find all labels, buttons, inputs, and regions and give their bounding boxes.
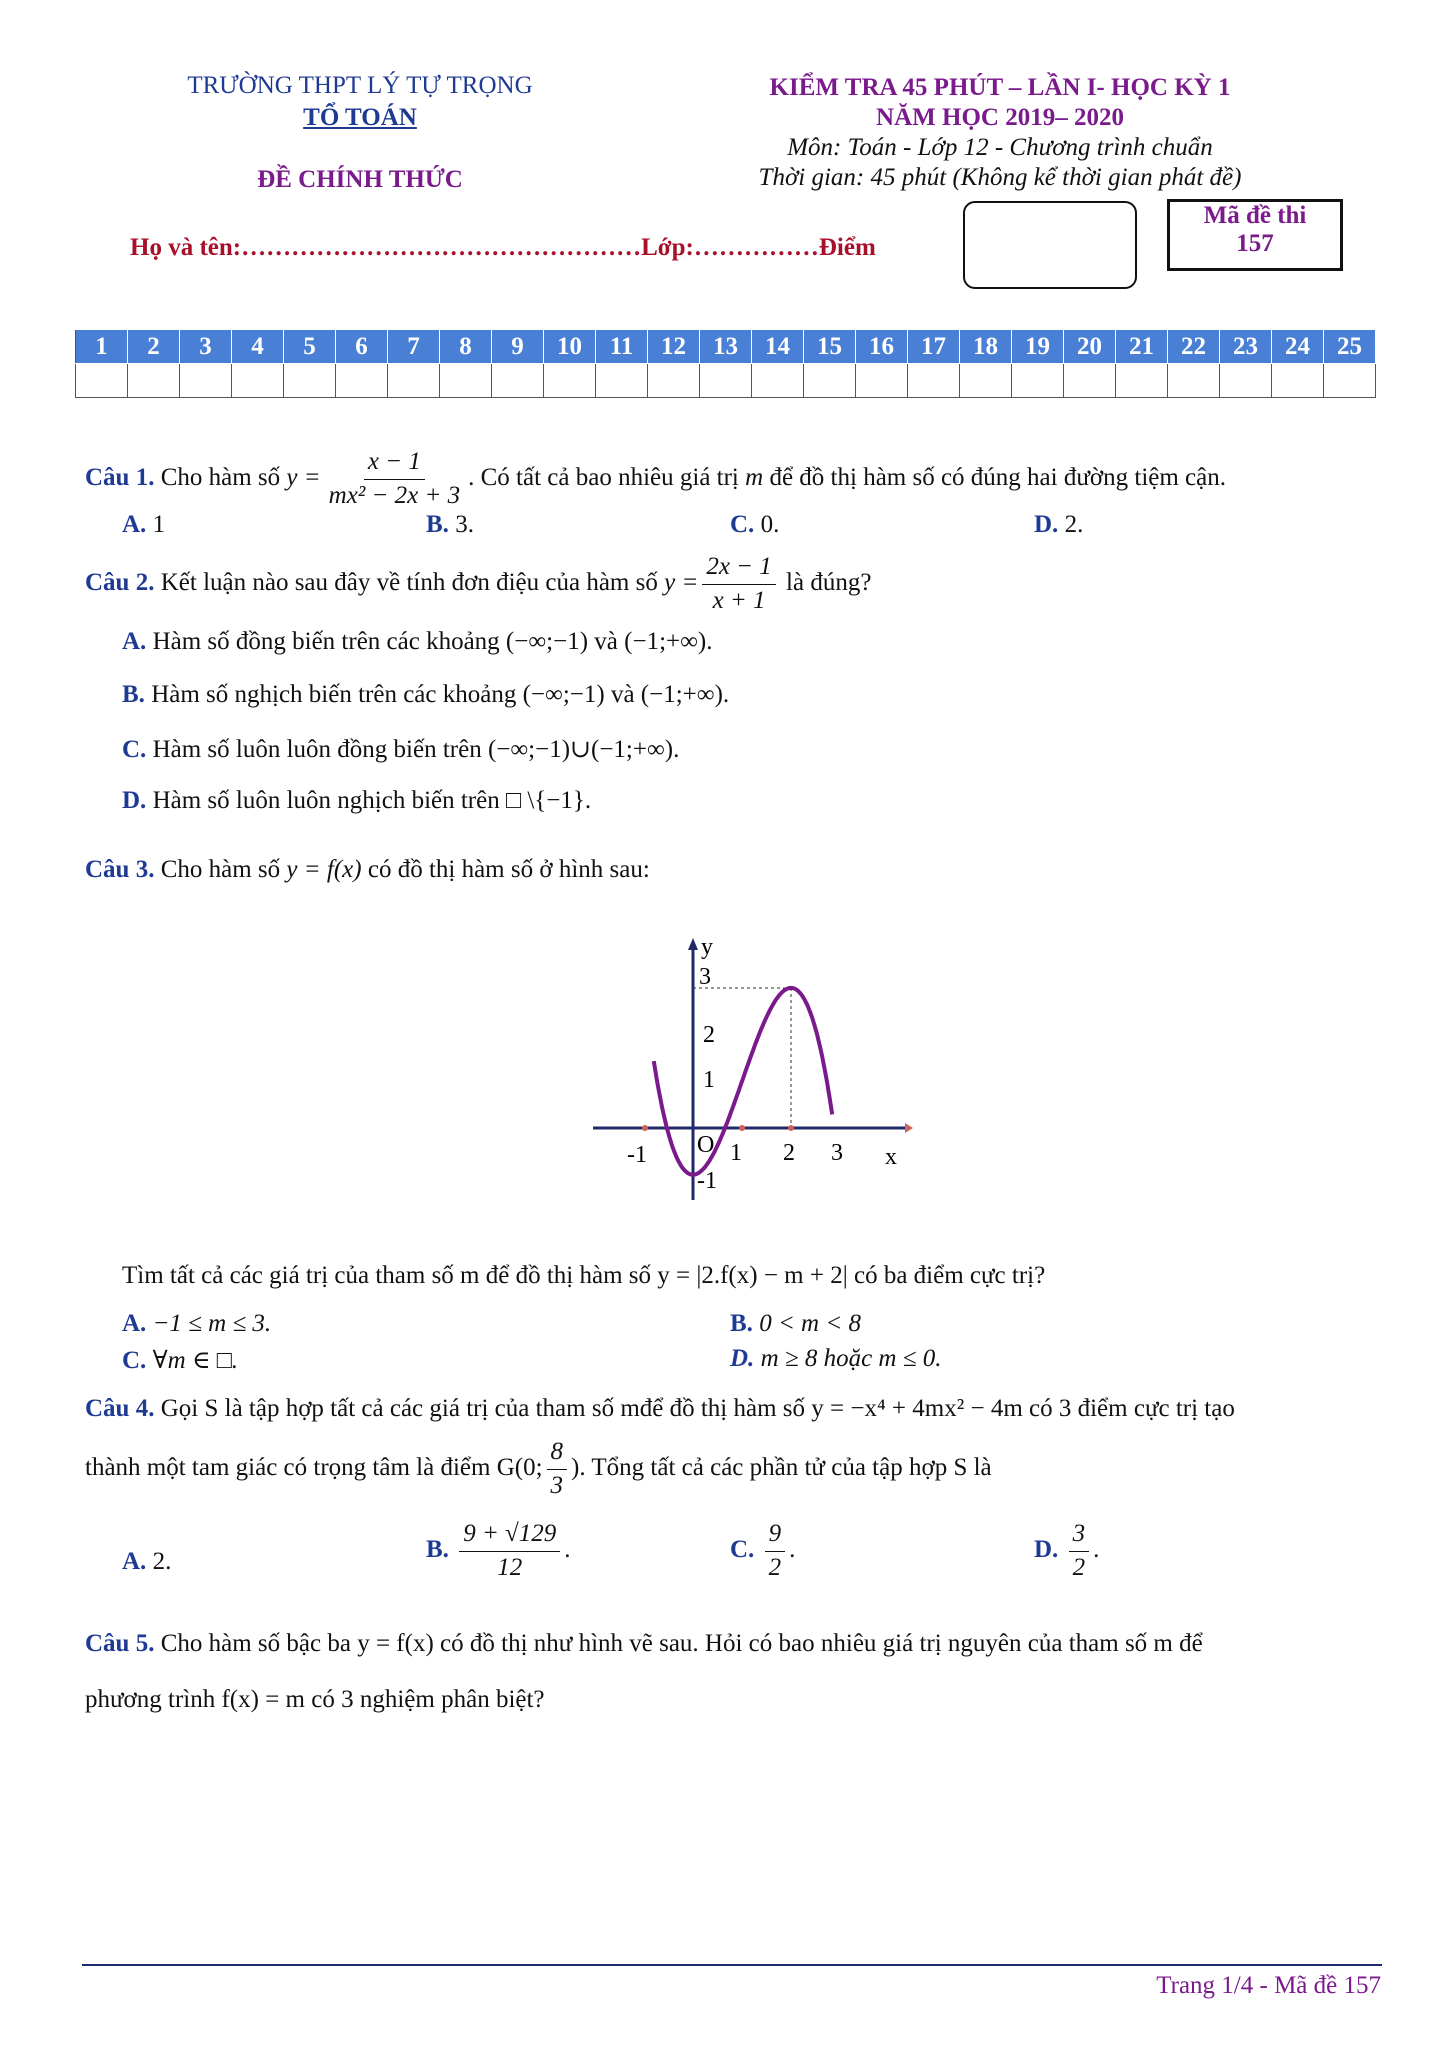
question-text: thành một tam giác có trọng tâm là điểm G(0; bbox=[85, 1453, 543, 1481]
option-letter: A. bbox=[122, 1310, 147, 1337]
option-letter: D. bbox=[1034, 1535, 1059, 1563]
x-tick-label: 3 bbox=[831, 1140, 843, 1166]
x-tick-label: 2 bbox=[783, 1140, 795, 1166]
denominator: mx² − 2x + 3 bbox=[328, 481, 461, 509]
page-number: Trang 1/4 - Mã đề 157 bbox=[1156, 1972, 1381, 1999]
answer-cell[interactable] bbox=[232, 364, 284, 398]
option-text: 3. bbox=[455, 511, 474, 538]
time-line: Thời gian: 45 phút (Không kể thời gian phát đề) bbox=[758, 164, 1242, 191]
option-letter: C. bbox=[730, 511, 755, 538]
y-tick-label: -1 bbox=[697, 1168, 717, 1194]
option-letter: C. bbox=[730, 1535, 755, 1563]
option-letter: D. bbox=[1034, 511, 1059, 538]
answer-number: 2 bbox=[128, 330, 180, 364]
answer-number: 13 bbox=[700, 330, 752, 364]
answer-number: 21 bbox=[1116, 330, 1168, 364]
answer-cell[interactable] bbox=[544, 364, 596, 398]
option-text: Hàm số nghịch biến trên các khoảng (−∞;−1) và (−1;+∞). bbox=[151, 681, 730, 708]
option-letter: A. bbox=[122, 628, 147, 655]
option-text: 0 < m < 8 bbox=[759, 1310, 861, 1337]
question-text: Kết luận nào sau đây về tính đơn điệu của hàm số bbox=[160, 568, 658, 596]
answer-cell[interactable] bbox=[1220, 364, 1272, 398]
question-1 bbox=[85, 448, 1226, 511]
denominator: 2 bbox=[768, 1553, 782, 1581]
y-tick-label: 1 bbox=[703, 1067, 715, 1093]
numerator: 2x − 1 bbox=[702, 553, 775, 585]
group-name: TỔ TOÁN bbox=[303, 104, 417, 131]
option-c[interactable] bbox=[122, 1345, 238, 1375]
option-a[interactable] bbox=[122, 1548, 171, 1576]
answer-cell[interactable] bbox=[804, 364, 856, 398]
option-b[interactable] bbox=[122, 681, 729, 709]
numerator: 3 bbox=[1069, 1520, 1090, 1552]
answer-cell[interactable] bbox=[1012, 364, 1064, 398]
answer-number: 5 bbox=[284, 330, 336, 364]
answer-number: 7 bbox=[388, 330, 440, 364]
question-label: Câu 5. bbox=[85, 1630, 155, 1657]
fraction bbox=[702, 553, 775, 616]
subject-line: Môn: Toán - Lớp 12 - Chương trình chuẩn bbox=[787, 134, 1213, 161]
school-year: NĂM HỌC 2019– 2020 bbox=[876, 104, 1124, 131]
fraction bbox=[1069, 1520, 1090, 1583]
answer-cell[interactable] bbox=[700, 364, 752, 398]
answer-cell[interactable] bbox=[492, 364, 544, 398]
x-axis-arrow bbox=[905, 1123, 913, 1133]
option-letter: C. bbox=[122, 736, 147, 763]
x-axis-label: x bbox=[885, 1144, 897, 1170]
answer-cell[interactable] bbox=[1168, 364, 1220, 398]
option-text: Hàm số luôn luôn nghịch biến trên □ \{−1}. bbox=[152, 787, 592, 814]
option-a[interactable] bbox=[122, 1310, 271, 1338]
option-text: Hàm số luôn luôn đồng biến trên (−∞;−1)∪(−1;+∞). bbox=[152, 736, 680, 763]
answer-cell[interactable] bbox=[1116, 364, 1168, 398]
denominator: 3 bbox=[550, 1471, 564, 1499]
answer-number: 8 bbox=[440, 330, 492, 364]
answer-number: 16 bbox=[856, 330, 908, 364]
exam-code-label: Mã đề thi bbox=[1203, 202, 1307, 229]
question-2 bbox=[85, 553, 871, 616]
answer-number: 18 bbox=[960, 330, 1012, 364]
option-letter: B. bbox=[730, 1310, 753, 1337]
option-c[interactable] bbox=[730, 511, 779, 539]
official-label: ĐỀ CHÍNH THỨC bbox=[257, 166, 463, 193]
answer-cell[interactable] bbox=[960, 364, 1012, 398]
answer-cell[interactable] bbox=[648, 364, 700, 398]
answer-number: 14 bbox=[752, 330, 804, 364]
denominator: 12 bbox=[497, 1553, 523, 1581]
question-label: Câu 4. bbox=[85, 1395, 155, 1422]
answer-grid bbox=[75, 329, 1376, 398]
option-letter: B. bbox=[122, 681, 145, 708]
answer-number: 3 bbox=[180, 330, 232, 364]
formula: y = bbox=[664, 568, 699, 596]
option-text: 0. bbox=[760, 511, 780, 538]
school-name: TRƯỜNG THPT LÝ TỰ TRỌNG bbox=[187, 72, 533, 99]
option-letter: C. bbox=[122, 1347, 147, 1374]
question-3 bbox=[85, 856, 650, 884]
formula: y = f(x) bbox=[286, 856, 362, 883]
student-info-field[interactable]: Họ và tên:…………………………………………Lớp:……………Điểm bbox=[130, 234, 876, 261]
answer-number: 22 bbox=[1168, 330, 1220, 364]
answer-cell[interactable] bbox=[284, 364, 336, 398]
option-text: 2. bbox=[152, 1548, 172, 1575]
y-axis-arrow bbox=[688, 938, 698, 950]
option-b[interactable] bbox=[426, 511, 474, 539]
answer-cell[interactable] bbox=[1324, 364, 1376, 398]
answer-number: 4 bbox=[232, 330, 284, 364]
answer-number: 17 bbox=[908, 330, 960, 364]
option-b[interactable]: B. $\frac{9 + √129}{12}$ . bbox=[426, 1520, 571, 1581]
question-5-line2: phương trình f(x) = m có 3 nghiệm phân biệt? bbox=[85, 1686, 545, 1713]
option-d[interactable] bbox=[1034, 511, 1083, 539]
answer-cell[interactable] bbox=[752, 364, 804, 398]
exam-code-value: 157 bbox=[1236, 230, 1274, 257]
question-label: Câu 1. bbox=[85, 463, 155, 491]
answer-number: 9 bbox=[492, 330, 544, 364]
answer-grid-cells[interactable] bbox=[76, 364, 1376, 398]
option-b[interactable] bbox=[730, 1310, 861, 1338]
option-text: 2. bbox=[1064, 511, 1084, 538]
option-letter: B. bbox=[426, 511, 449, 538]
answer-cell[interactable] bbox=[76, 364, 128, 398]
answer-cell[interactable] bbox=[180, 364, 232, 398]
question-text: Cho hàm số bbox=[160, 463, 281, 491]
answer-number: 23 bbox=[1220, 330, 1272, 364]
question-text: để đồ thị hàm số có đúng hai đường tiệm cận. bbox=[769, 463, 1226, 491]
root-marker bbox=[642, 1125, 648, 1131]
y-axis-label: y bbox=[701, 934, 713, 960]
question-4-line2 bbox=[85, 1438, 992, 1501]
answer-cell[interactable] bbox=[1272, 364, 1324, 398]
option-d[interactable] bbox=[730, 1345, 941, 1373]
footer-rule bbox=[82, 1964, 1382, 1966]
answer-cell[interactable] bbox=[336, 364, 388, 398]
exam-code-box bbox=[1167, 199, 1343, 271]
answer-number: 20 bbox=[1064, 330, 1116, 364]
formula: y = bbox=[286, 463, 321, 491]
answer-cell[interactable] bbox=[388, 364, 440, 398]
option-letter: B. bbox=[426, 1535, 449, 1563]
answer-grid-header bbox=[76, 330, 1376, 364]
fraction bbox=[765, 1520, 786, 1583]
answer-cell[interactable] bbox=[1064, 364, 1116, 398]
answer-number: 11 bbox=[596, 330, 648, 364]
numerator: 9 bbox=[765, 1520, 786, 1552]
denominator: 2 bbox=[1072, 1553, 1086, 1581]
option-text: −1 ≤ m ≤ 3. bbox=[152, 1310, 272, 1337]
question-5 bbox=[85, 1630, 1203, 1658]
option-d[interactable]: D. $\frac{3}{2}$ . bbox=[1034, 1520, 1100, 1581]
param: m bbox=[745, 463, 764, 491]
fraction bbox=[459, 1520, 560, 1583]
answer-number: 10 bbox=[544, 330, 596, 364]
option-d[interactable] bbox=[122, 787, 591, 815]
option-c[interactable]: C. $\frac{9}{2}$ . bbox=[730, 1520, 796, 1581]
option-text: m ≥ 8 hoặc m ≤ 0. bbox=[760, 1345, 942, 1372]
answer-number: 19 bbox=[1012, 330, 1064, 364]
option-text: 1 bbox=[152, 511, 166, 538]
denominator: x + 1 bbox=[712, 586, 766, 614]
fraction bbox=[547, 1438, 568, 1501]
exam-title: KIỂM TRA 45 PHÚT – LẦN I- HỌC KỲ 1 bbox=[769, 74, 1231, 101]
option-text: Hàm số đồng biến trên các khoảng (−∞;−1) và (−1;+∞). bbox=[152, 628, 713, 655]
function-curve bbox=[654, 988, 832, 1175]
answer-number: 25 bbox=[1324, 330, 1376, 364]
option-text: ∀m ∈ □. bbox=[152, 1347, 239, 1374]
origin-label: O bbox=[697, 1132, 715, 1158]
answer-cell[interactable] bbox=[908, 364, 960, 398]
y-tick-label: 2 bbox=[703, 1022, 715, 1048]
question-text: Cho hàm số bbox=[160, 856, 281, 883]
question-label: Câu 2. bbox=[85, 568, 155, 596]
question-3-ask: Tìm tất cả các giá trị của tham số m để đồ thị hàm số y = |2.f(x) − m + 2| có ba điểm cực trị? bbox=[122, 1262, 1046, 1289]
option-a[interactable] bbox=[122, 511, 165, 539]
answer-cell[interactable] bbox=[856, 364, 908, 398]
function-graph bbox=[585, 930, 915, 1210]
answer-number: 1 bbox=[76, 330, 128, 364]
answer-number: 24 bbox=[1272, 330, 1324, 364]
answer-cell[interactable] bbox=[128, 364, 180, 398]
answer-number: 15 bbox=[804, 330, 856, 364]
question-4 bbox=[85, 1395, 1235, 1423]
answer-cell[interactable] bbox=[596, 364, 648, 398]
option-letter: A. bbox=[122, 1548, 147, 1575]
answer-number: 12 bbox=[648, 330, 700, 364]
answer-cell[interactable] bbox=[440, 364, 492, 398]
question-text: Gọi S là tập hợp tất cả các giá trị của tham số mđể đồ thị hàm số y = −x⁴ + 4mx² − 4m có 3 điểm cực trị tạo bbox=[160, 1395, 1235, 1422]
option-letter: D. bbox=[730, 1345, 755, 1372]
numerator: 9 + √129 bbox=[459, 1520, 560, 1552]
question-text: Cho hàm số bậc ba y = f(x) có đồ thị như hình vẽ sau. Hỏi có bao nhiêu giá trị nguyên của tham số m để bbox=[160, 1630, 1203, 1657]
numerator: x − 1 bbox=[364, 448, 425, 480]
option-letter: A. bbox=[122, 511, 147, 538]
fraction bbox=[325, 448, 464, 511]
question-text: . Có tất cả bao nhiêu giá trị bbox=[468, 463, 739, 491]
option-c[interactable] bbox=[122, 734, 679, 764]
x-tick-label: -1 bbox=[627, 1142, 647, 1168]
question-text: có đồ thị hàm số ở hình sau: bbox=[367, 856, 650, 883]
option-a[interactable] bbox=[122, 628, 713, 656]
question-label: Câu 3. bbox=[85, 856, 155, 883]
score-box[interactable] bbox=[963, 201, 1137, 289]
question-text: là đúng? bbox=[786, 568, 872, 596]
question-text: ). Tổng tất cả các phần tử của tập hợp S là bbox=[571, 1453, 992, 1481]
root-marker bbox=[788, 1125, 794, 1131]
answer-number: 6 bbox=[336, 330, 388, 364]
numerator: 8 bbox=[547, 1438, 568, 1470]
x-tick-label: 1 bbox=[730, 1140, 742, 1166]
y-tick-label: 3 bbox=[699, 964, 711, 990]
root-marker bbox=[739, 1125, 745, 1131]
option-letter: D. bbox=[122, 787, 147, 814]
